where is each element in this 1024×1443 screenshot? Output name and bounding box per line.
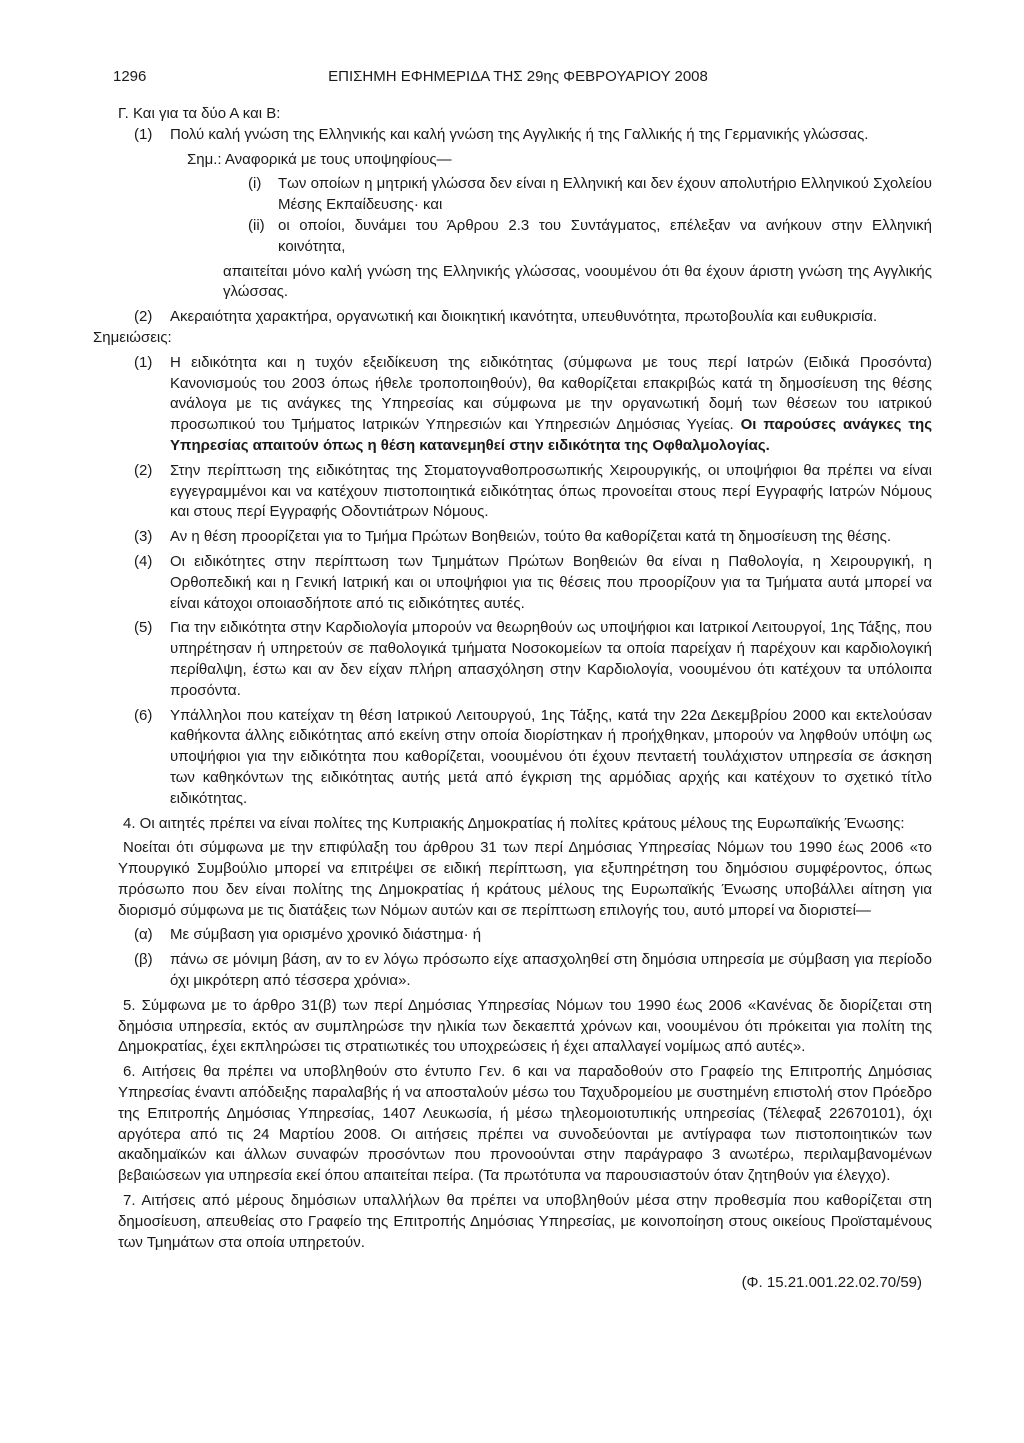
note-label: (1) — [134, 353, 153, 371]
note-text: Η ειδικότητα και η τυχόν εξειδίκευση της ειδικότητας (σύμφωνα με τους περί Ιατρών (Ειδικά Προσόντα) Κανονισμούς του 2003 όπως ήθελε τροποποιηθούν), θα καθορίζεται επακριβώς κατά τη δημοσίευση της θέσης ανάλογα με τις ανάγκες της Υπηρεσίας και σύμφωνα με την οργανωτική δομή των θέσεων του ιατρικού προσωπικού του Τμήματος Ιατρικών Υπηρεσιών και Υπηρεσιών Δημόσιας Υγείας. — [170, 353, 932, 434]
paragraph-5: 5. Σύμφωνα με το άρθρο 31(β) των περί Δημόσιας Υπηρεσίας Νόμων του 1990 έως 2006 «Κανένας δε διορίζεται στη δημόσια υπηρεσία, εκτός αν συμπληρώσε την ηλικία των δεκαεπτά χρόνων και, νοουμένου ότι πρόκειται για πολίτη της Δημοκρατίας, έχει εκπληρώσει τις στρατιωτικές του υποχρεώσεις ή έχει απαλλαγεί νομίμως από αυτές». — [118, 996, 932, 1056]
note-item-5 — [134, 618, 932, 701]
note-item-6 — [134, 706, 932, 810]
proviso-item-b — [134, 950, 932, 992]
section-g-item-2 — [134, 307, 932, 328]
note-label: (3) — [134, 528, 153, 546]
note-intro: Σημ.: Αναφορικά με τους υποψηφίους— — [187, 150, 452, 168]
proviso-label: (α) — [134, 926, 153, 944]
sub-item-label: (ii) — [248, 216, 265, 234]
notes-heading: Σημειώσεις: — [93, 328, 172, 346]
note-text: Αν η θέση προορίζεται για το Τμήμα Πρώτων Βοηθειών, τούτο θα καθορίζεται κατά τη δημοσίευση της θέσης. — [170, 528, 892, 546]
note-text: Για την ειδικότητα στην Καρδιολογία μπορούν να θεωρηθούν ως υποψήφιοι και Ιατρικοί Λειτουργοί, 1ης Τάξης, που υπηρέτησαν ή υπηρετούν σε παθολογικά τμήματα Νοσοκομείων τα οποία παρείχαν ή παρέχουν και καρδιολογική περίθαλψη, έστω και αν δεν είχαν πλήρη απασχόληση στην Καρδιολογία, νοουμένου ότι κατέχουν τα υπόλοιπα προσόντα. — [170, 619, 932, 699]
sub-item-i — [248, 174, 932, 216]
proviso-text: πάνω σε μόνιμη βάση, αν το εν λόγω πρόσωπο είχε απασχοληθεί στη δημόσια υπηρεσία με σύμβαση για περίοδο όχι μικρότερη από τέσσερα χρόνια». — [170, 951, 932, 990]
proviso-text: Με σύμβαση για ορισμένο χρονικό διάστημα· ή — [170, 926, 482, 944]
note-label: (6) — [134, 706, 153, 724]
sub-item-label: (i) — [248, 175, 262, 193]
paragraph-4: 4. Οι αιτητές πρέπει να είναι πολίτες της Κυπριακής Δημοκρατίας ή πολίτες κράτους μέλους της Ευρωπαϊκής Ένωσης: — [123, 814, 905, 832]
document-body — [93, 104, 933, 1294]
paragraph-6: 6. Αιτήσεις θα πρέπει να υποβληθούν στο έντυπο Γεν. 6 και να παραδοθούν στο Γραφείο της Επιτροπής Δημόσιας Υπηρεσίας έναντι απόδειξης παραλαβής ή να αποσταλούν μέσω του Ταχυδρομείου με συστημένη επιστολή στον Πρόεδρο της Επιτροπής Δημόσιας Υπηρεσίας, 1407 Λευκωσία, ή μέσω τηλεομοιοτυπικής υπηρεσίας (Τέλεφαξ 22670101), όχι αργότερα από τις 24 Μαρτίου 2008. Οι αιτήσεις πρέπει να συνοδεύονται με αντίγραφα των πιστοποιητικών των ακαδημαϊκών και άλλων συναφών προσόντων που προνοούνται στην παράγραφο 3 ανωτέρω, περιλαμβανομένων βεβαιώσεων για υπηρεσία εκεί όπου απαιτείται πείρα. (Τα πρωτότυπα να παρουσιαστούν όταν ζητηθούν για έλεγχο). — [118, 1063, 932, 1185]
item-label: (2) — [134, 308, 153, 326]
note-text: Στην περίπτωση της ειδικότητας της Στοματογναθοπροσωπικής Χειρουργικής, οι υποψήφιοι θα πρέπει να είναι εγγεγραμμένοι και να κατέχουν πιστοποιητικά ειδικότητας όπως προνοείται στους περί Εγγραφής Ιατρών Νόμους και στους περί Εγγραφής Οδοντιάτρων Νόμους. — [170, 461, 932, 521]
running-title: ΕΠΙΣΗΜΗ ΕΦΗΜΕΡΙΔΑ ΤΗΣ 29ης ΦΕΒΡΟΥΑΡΙΟΥ 2008 — [328, 68, 708, 85]
item-text: Πολύ καλή γνώση της Ελληνικής και καλή γνώση της Αγγλικής ή της Γαλλικής ή της Γερμανικής γλώσσας. — [170, 125, 869, 143]
item-label: (1) — [134, 125, 153, 143]
note-label: (2) — [134, 461, 153, 479]
sub-item-text: Των οποίων η μητρική γλώσσα δεν είναι η Ελληνική και δεν έχουν απολυτήριο Ελληνικού Σχολείου Μέσης Εκπαίδευσης· και — [278, 175, 932, 214]
note-conclusion: απαιτείται μόνο καλή γνώση της Ελληνικής γλώσσας, νοουμένου ότι θα έχουν άριστη γνώση της Αγγλικής γλώσσας. — [223, 262, 932, 301]
page-number: 1296 — [113, 68, 147, 85]
sub-item-ii — [248, 216, 932, 258]
note-item-3 — [134, 527, 932, 548]
proviso-label: (β) — [134, 951, 153, 969]
proviso-item-a — [134, 925, 932, 946]
note-item-2 — [134, 461, 932, 523]
section-g-item-1 — [134, 125, 932, 146]
sub-item-text: οι οποίοι, δυνάμει του Άρθρου 2.3 του Συντάγματος, επέλεξαν να ανήκουν στην Ελληνική κοινότητα, — [278, 216, 932, 255]
item-text: Ακεραιότητα χαρακτήρα, οργανωτική και διοικητική ικανότητα, υπευθυνότητα, πρωτοβουλία και ευθυκρισία. — [170, 308, 878, 326]
note-emphasis: Οι παρούσες ανάγκες της Υπηρεσίας απαιτούν όπως η θέση κατανεμηθεί στην ειδικότητα της Οφθαλμολογίας. — [170, 416, 933, 454]
paragraph-7: 7. Αιτήσεις από μέρους δημόσιων υπαλλήλων θα πρέπει να υποβληθούν μέσα στην προθεσμία που καθορίζεται στη δημοσίευση, απευθείας στο Γραφείο της Επιτροπής Δημόσιας Υπηρεσίας, με κοινοποίηση στους οικείους Προϊσταμένους των Τμημάτων στα οποία υπηρετούν. — [118, 1192, 932, 1251]
page-header — [113, 67, 923, 87]
note-text: Υπάλληλοι που κατείχαν τη θέση Ιατρικού Λειτουργού, 1ης Τάξης, κατά την 22α Δεκεμβρίου 2000 και εκτελούσαν καθήκοντα άλλης ειδικότητας από εκείνη στην οποία διορίστηκαν ή προήχθηκαν, μπορούν να ληφθούν υπόψη ως υποψήφιοι για την ειδικότητα που καθορίζεται, νοουμένου ότι έχουν πενταετή τουλάχιστον υπηρεσία σε άσκηση των καθηκόντων της ειδικότητας αυτής μετά από έγκριση της αρμόδιας αρχής και κατέχουν το σχετικό τίτλο ειδικότητας. — [170, 706, 932, 807]
note-item-1 — [134, 353, 932, 457]
file-reference: (Φ. 15.21.001.22.02.70/59) — [741, 1274, 922, 1292]
note-label: (5) — [134, 619, 153, 637]
paragraph-4-proviso: Νοείται ότι σύμφωνα με την επιφύλαξη του άρθρου 31 των περί Δημόσιας Υπηρεσίας Νόμων του 1990 έως 2006 «το Υπουργικό Συμβούλιο μπορεί να επιτρέψει σε ειδική περίπτωση, για εξυπηρέτηση του δημόσιου συμφέροντος, όπως πρόσωπο που δεν είναι πολίτης της Δημοκρατίας ή κράτους μέλους της Ευρωπαϊκής Ένωσης υποβάλλει αίτηση για διορισμό σύμφωνα με τις διατάξεις των Νόμων αυτών και σε περίπτωση επιλογής του, αυτό μπορεί να διοριστεί— — [118, 839, 932, 919]
note-label: (4) — [134, 552, 153, 570]
note-text: Οι ειδικότητες στην περίπτωση των Τμημάτων Πρώτων Βοηθειών θα είναι η Παθολογία, η Χειρουργική, η Ορθοπεδική και η Γενική Ιατρική και οι υποψήφιοι για τις θέσεις που προορίζουν για τα Τμήματα αυτά μπορεί να είναι κάτοχοι οποιασδήποτε από τις ειδικότητες αυτές. — [170, 552, 932, 612]
section-g-heading: Γ. Και για τα δύο Α και Β: — [118, 105, 281, 122]
note-item-4 — [134, 552, 932, 614]
